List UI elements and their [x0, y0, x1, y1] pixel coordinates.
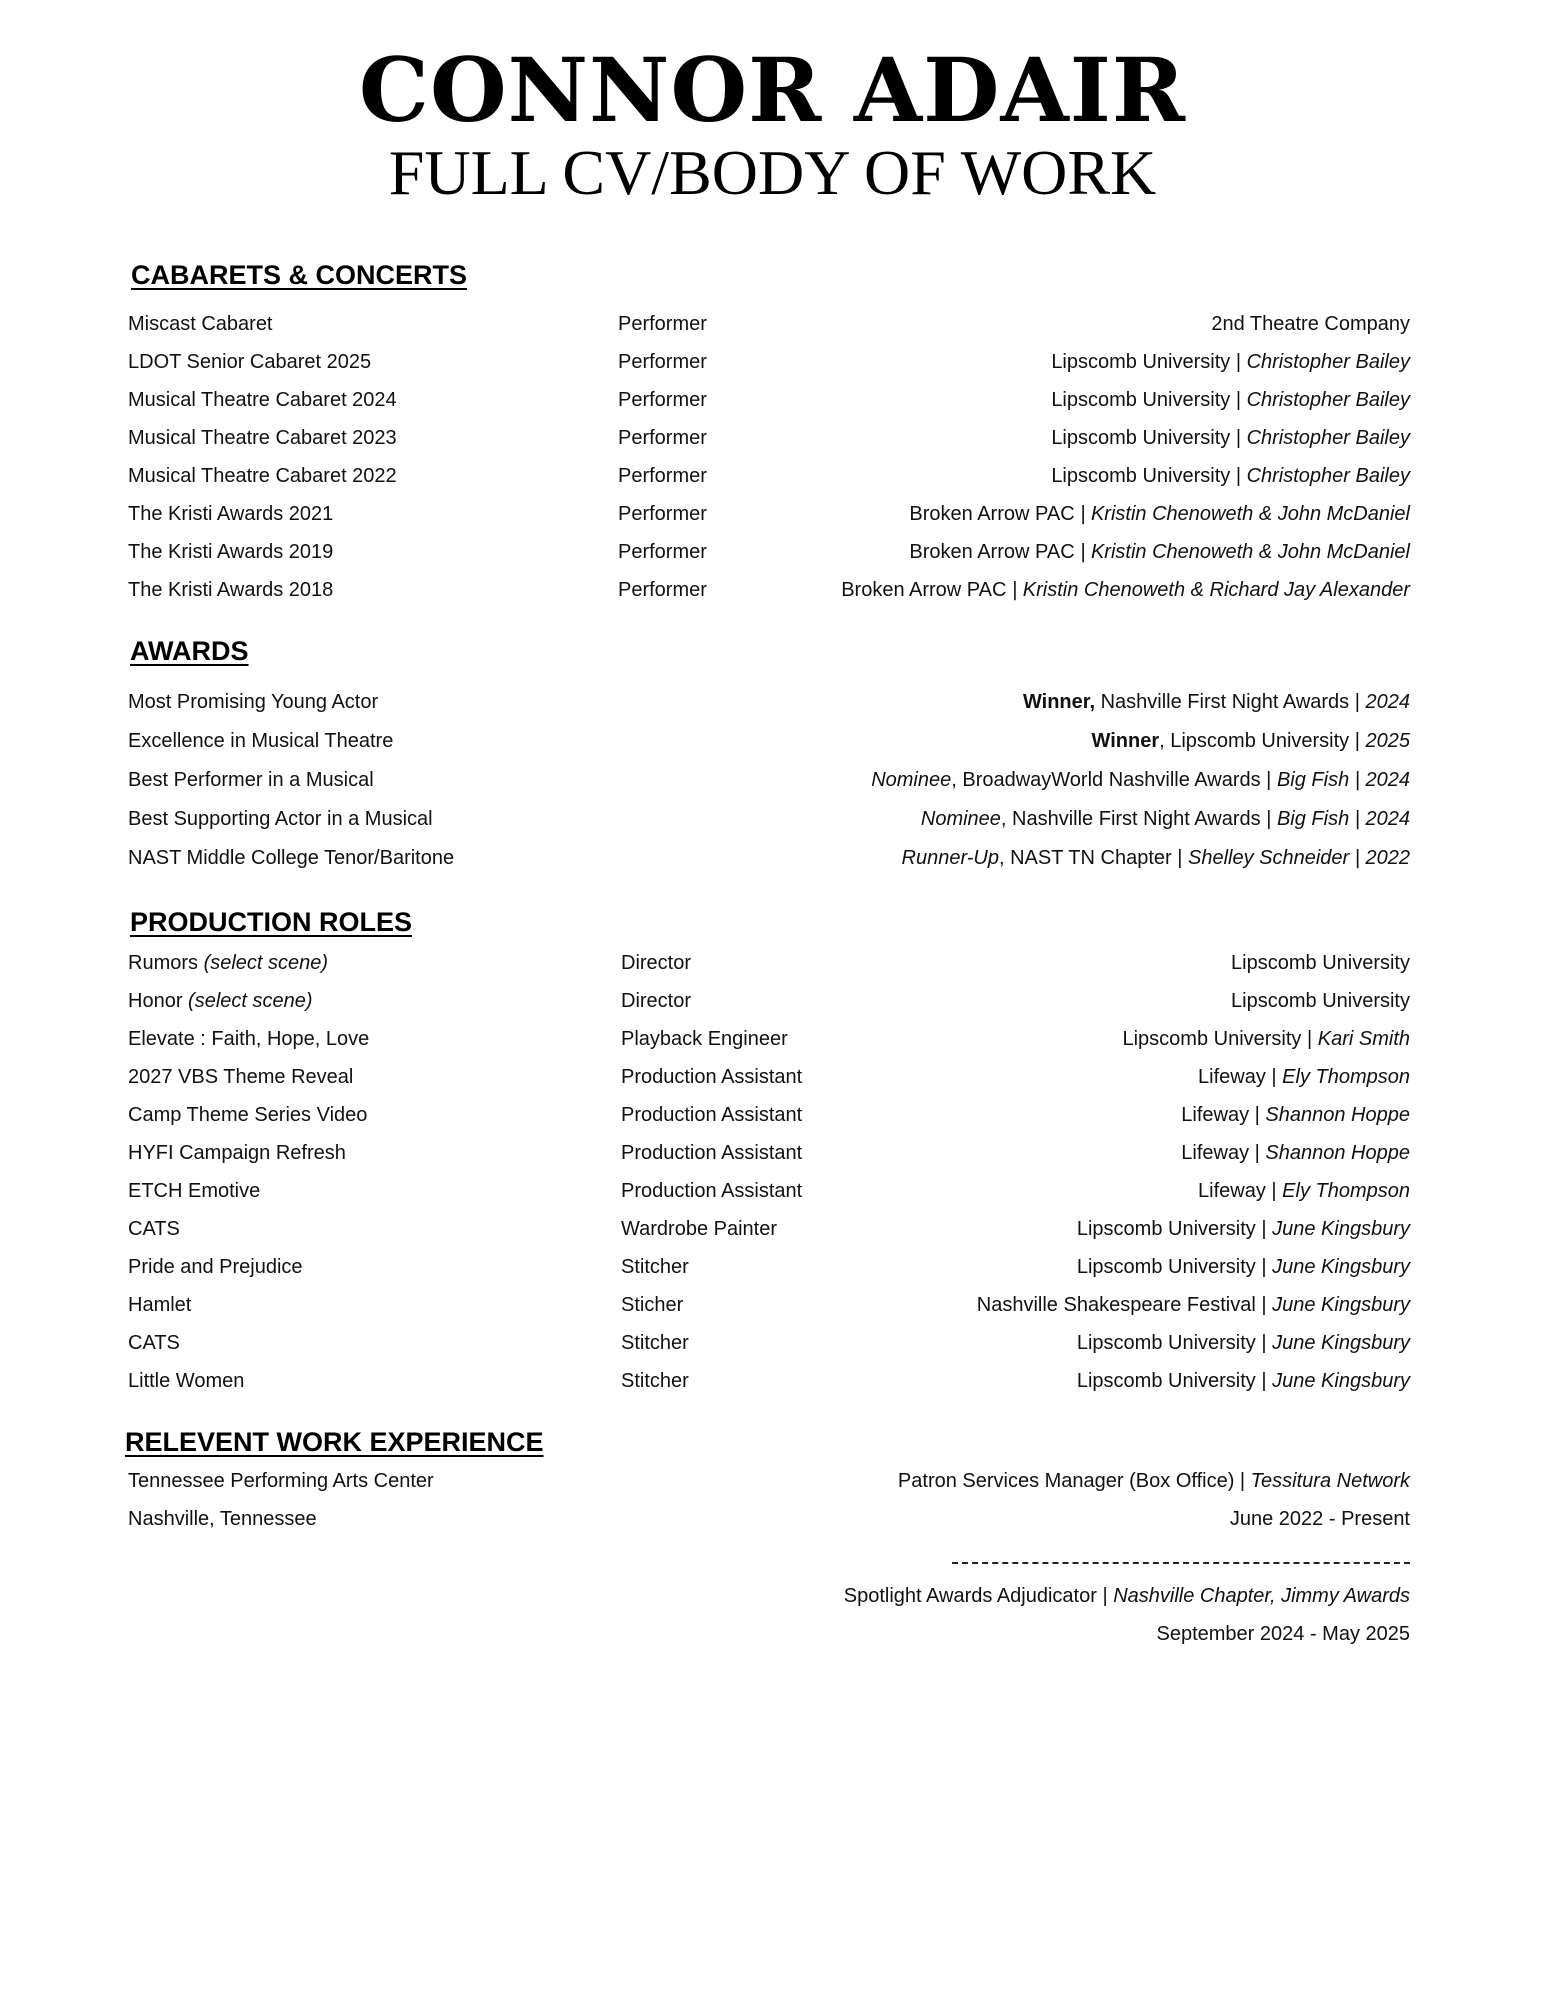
cabaret-row: [128, 306, 1410, 342]
award-row: [128, 723, 1410, 759]
cabaret-venue: Lipscomb University | Christopher Bailey: [1051, 427, 1410, 449]
award-row: [128, 840, 1410, 876]
production-row: [128, 1173, 1410, 1209]
production-role: Production Assistant: [621, 1180, 803, 1202]
cabaret-title: The Kristi Awards 2019: [128, 541, 334, 563]
production-role: Sticher: [621, 1294, 684, 1316]
award-row: [128, 801, 1410, 837]
section-heading-work: RELEVENT WORK EXPERIENCE: [125, 1427, 544, 1457]
production-row: [128, 983, 1410, 1019]
production-venue: Lipscomb University | June Kingsbury: [1076, 1370, 1410, 1392]
work-job-1: Patron Services Manager (Box Office) | Tessitura Network: [897, 1470, 1410, 1492]
award-title: Best Supporting Actor in a Musical: [128, 808, 433, 830]
production-venue: Lifeway | Shannon Hoppe: [1181, 1104, 1410, 1126]
production-title: Camp Theme Series Video: [128, 1104, 368, 1126]
production-role: Wardrobe Painter: [621, 1218, 777, 1240]
award-title: Excellence in Musical Theatre: [128, 730, 394, 752]
award-title: NAST Middle College Tenor/Baritone: [128, 847, 455, 869]
production-venue: Lipscomb University | June Kingsbury: [1076, 1256, 1410, 1278]
production-role: Stitcher: [621, 1332, 689, 1354]
work-job-2: Spotlight Awards Adjudicator | Nashville Chapter, Jimmy Awards: [843, 1585, 1410, 1607]
cabaret-title: The Kristi Awards 2021: [128, 503, 334, 525]
cabaret-title: LDOT Senior Cabaret 2025: [128, 351, 372, 373]
cabaret-role: Performer: [618, 503, 707, 525]
cabaret-venue: Broken Arrow PAC | Kristin Chenoweth & Richard Jay Alexander: [841, 579, 1410, 601]
cabaret-title: Musical Theatre Cabaret 2023: [128, 427, 397, 449]
work-job-2-dates: September 2024 - May 2025: [1156, 1623, 1410, 1645]
production-role: Director: [621, 952, 692, 974]
award-result: Runner-Up, NAST TN Chapter | Shelley Schneider | 2022: [901, 847, 1410, 869]
production-venue: Lipscomb University: [1231, 990, 1410, 1012]
cabaret-venue: 2nd Theatre Company: [1211, 313, 1410, 335]
production-venue: Lipscomb University | June Kingsbury: [1076, 1218, 1410, 1240]
award-title: Best Performer in a Musical: [128, 769, 374, 791]
cabaret-title: Miscast Cabaret: [128, 313, 273, 335]
production-row: [128, 945, 1410, 981]
cabaret-venue: Broken Arrow PAC | Kristin Chenoweth & John McDaniel: [909, 503, 1410, 525]
production-row: [128, 1325, 1410, 1361]
production-venue: Lipscomb University | June Kingsbury: [1076, 1332, 1410, 1354]
production-title: Elevate : Faith, Hope, Love: [128, 1028, 370, 1050]
award-result: Winner, Lipscomb University | 2025: [1091, 730, 1410, 752]
cabaret-role: Performer: [618, 541, 707, 563]
section-heading-cabarets: CABARETS & CONCERTS: [131, 260, 468, 290]
production-venue: Lipscomb University: [1231, 952, 1410, 974]
cabaret-role: Performer: [618, 427, 707, 449]
production-row: [128, 1059, 1410, 1095]
production-title: Little Women: [128, 1370, 245, 1392]
cabaret-row: [128, 344, 1410, 380]
production-venue: Lifeway | Ely Thompson: [1198, 1066, 1410, 1088]
award-title: Most Promising Young Actor: [128, 691, 379, 713]
production-title: Hamlet: [128, 1294, 192, 1316]
production-title: HYFI Campaign Refresh: [128, 1142, 346, 1164]
production-role: Playback Engineer: [621, 1028, 788, 1050]
cabaret-row: [128, 534, 1410, 570]
cabaret-title: The Kristi Awards 2018: [128, 579, 334, 601]
section-heading-awards: AWARDS: [130, 636, 249, 666]
production-role: Production Assistant: [621, 1066, 803, 1088]
cabaret-row: [128, 382, 1410, 418]
award-result: Winner, Nashville First Night Awards | 2024: [1022, 691, 1410, 713]
cabaret-role: Performer: [618, 465, 707, 487]
production-row: [128, 1211, 1410, 1247]
production-row: [128, 1287, 1410, 1323]
production-title: CATS: [128, 1218, 180, 1240]
award-row: [128, 762, 1410, 798]
production-row: [128, 1249, 1410, 1285]
cabaret-role: Performer: [618, 313, 707, 335]
cabaret-title: Musical Theatre Cabaret 2024: [128, 389, 397, 411]
production-venue: Nashville Shakespeare Festival | June Kingsbury: [976, 1294, 1410, 1316]
work-job-1-dates: June 2022 - Present: [1229, 1508, 1410, 1530]
work-employer: Tennessee Performing Arts Center: [128, 1470, 434, 1492]
work-location: Nashville, Tennessee: [128, 1508, 317, 1530]
production-title: 2027 VBS Theme Reveal: [128, 1066, 354, 1088]
cabaret-row: [128, 572, 1410, 608]
resume-name: CONNOR ADAIR: [358, 38, 1187, 142]
production-role: Production Assistant: [621, 1142, 803, 1164]
production-title: Honor (select scene): [128, 990, 313, 1012]
cabaret-row: [128, 420, 1410, 456]
production-row: [128, 1363, 1410, 1399]
cabaret-venue: Lipscomb University | Christopher Bailey: [1051, 389, 1410, 411]
cabaret-venue: Lipscomb University | Christopher Bailey: [1051, 465, 1410, 487]
cabaret-row: [128, 458, 1410, 494]
production-venue: Lipscomb University | Kari Smith: [1122, 1028, 1410, 1050]
divider-line: [952, 1562, 1410, 1564]
cabaret-title: Musical Theatre Cabaret 2022: [128, 465, 397, 487]
production-row: [128, 1097, 1410, 1133]
production-role: Stitcher: [621, 1256, 689, 1278]
production-role: Production Assistant: [621, 1104, 803, 1126]
cabaret-role: Performer: [618, 389, 707, 411]
production-venue: Lifeway | Shannon Hoppe: [1181, 1142, 1410, 1164]
production-title: ETCH Emotive: [128, 1180, 261, 1202]
award-result: Nominee, Nashville First Night Awards | Big Fish | 2024: [920, 808, 1410, 830]
cabaret-role: Performer: [618, 351, 707, 373]
cabaret-venue: Broken Arrow PAC | Kristin Chenoweth & John McDaniel: [909, 541, 1410, 563]
resume-subtitle: FULL CV/BODY OF WORK: [388, 137, 1157, 208]
production-title: Pride and Prejudice: [128, 1256, 303, 1278]
award-row: [128, 684, 1410, 720]
cabaret-role: Performer: [618, 579, 707, 601]
cabaret-row: [128, 496, 1410, 532]
production-role: Stitcher: [621, 1370, 689, 1392]
section-heading-production: PRODUCTION ROLES: [130, 907, 413, 937]
production-row: [128, 1135, 1410, 1171]
production-row: [128, 1021, 1410, 1057]
cabaret-venue: Lipscomb University | Christopher Bailey: [1051, 351, 1410, 373]
production-title: CATS: [128, 1332, 180, 1354]
production-venue: Lifeway | Ely Thompson: [1198, 1180, 1410, 1202]
award-result: Nominee, BroadwayWorld Nashville Awards | Big Fish | 2024: [871, 769, 1410, 791]
production-title: Rumors (select scene): [128, 952, 329, 974]
production-role: Director: [621, 990, 692, 1012]
